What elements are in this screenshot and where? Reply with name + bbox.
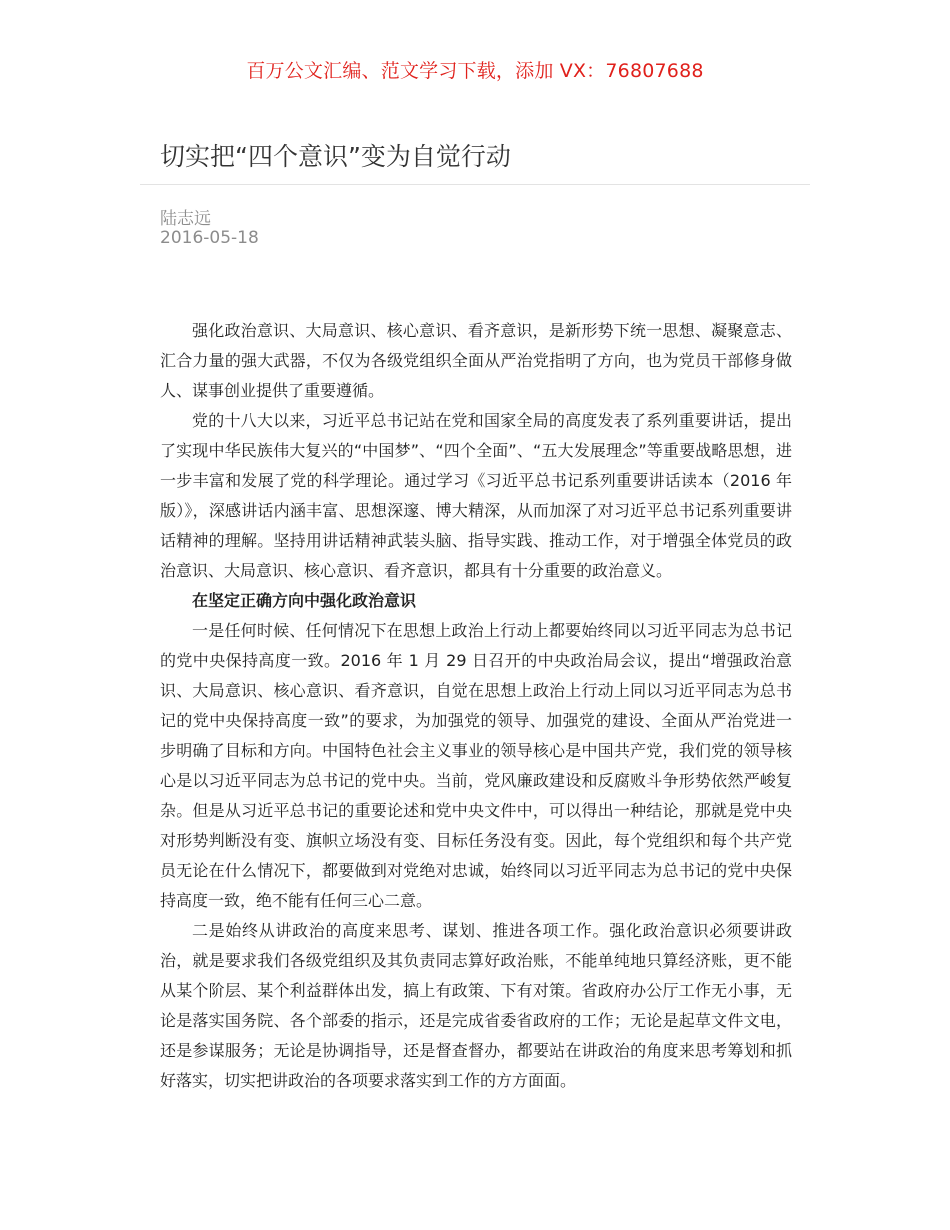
- article-date: 2016-05-18: [160, 228, 259, 248]
- body-paragraph: 强化政治意识、大局意识、核心意识、看齐意识，是新形势下统一思想、凝聚意志、汇合力量的强大武器，不仅为各级党组织全面从严治党指明了方向，也为党员干部修身做人、谋事创业提供了重要遵循。: [160, 321, 792, 400]
- article-title: 切实把“四个意识”变为自觉行动: [160, 142, 511, 171]
- body-paragraph: 二是始终从讲政治的高度来思考、谋划、推进各项工作。强化政治意识必须要讲政治，就是要求我们各级党组织及其负责同志算好政治账，不能单纯地只算经济账，更不能从某个阶层、某个利益群体出发，搞上有政策、下有对策。省政府办公厅工作无小事，无论是落实国务院、各个部委的指示，还是完成省委省政府的工作；无论是起草文件文电，还是参谋服务；无论是协调指导，还是督查督办，都要站在讲政治的角度来思考筹划和抓好落实，切实把讲政治的各项要求落实到工作的方方面面。: [160, 921, 792, 1090]
- article-body: [160, 316, 792, 1096]
- section-heading: 在坚定正确方向中强化政治意识: [192, 591, 417, 610]
- body-paragraph: 党的十八大以来，习近平总书记站在党和国家全局的高度发表了系列重要讲话，提出了实现中华民族伟大复兴的“中国梦”、“四个全面”、“五大发展理念”等重要战略思想，进一步丰富和发展了党的科学理论。通过学习《习近平总书记系列重要讲话读本（2016 年版）》，深感讲话内涵丰富、思想深邃、博大精深，从而加深了对习近平总书记系列重要讲话精神的理解。坚持用讲话精神武装头脑、指导实践、推动工作，对于增强全体党员的政治意识、大局意识、核心意识、看齐意识，都具有十分重要的政治意义。: [160, 411, 792, 580]
- promo-banner: 百万公文汇编、范文学习下载，添加 VX：76807688: [246, 60, 704, 82]
- body-paragraph: 一是任何时候、任何情况下在思想上政治上行动上都要始终同以习近平同志为总书记的党中央保持高度一致。2016 年 1 月 29 日召开的中央政治局会议，提出“增强政治意识、大局意识、核心意识、看齐意识，自觉在思想上政治上行动上同以习近平同志为总书记的党中央保持高度一致”的要求，为加强党的领导、加强党的建设、全面从严治党进一步明确了目标和方向。中国特色社会主义事业的领导核心是中国共产党，我们党的领导核心是以习近平同志为总书记的党中央。当前，党风廉政建设和反腐败斗争形势依然严峻复杂。但是从习近平总书记的重要论述和党中央文件中，可以得出一种结论，那就是党中央对形势判断没有变、旗帜立场没有变、目标任务没有变。因此，每个党组织和每个共产党员无论在什么情况下，都要做到对党绝对忠诚，始终同以习近平同志为总书记的党中央保持高度一致，绝不能有任何三心二意。: [160, 621, 792, 910]
- title-divider: [140, 184, 810, 185]
- article-author: 陆志远: [160, 209, 211, 229]
